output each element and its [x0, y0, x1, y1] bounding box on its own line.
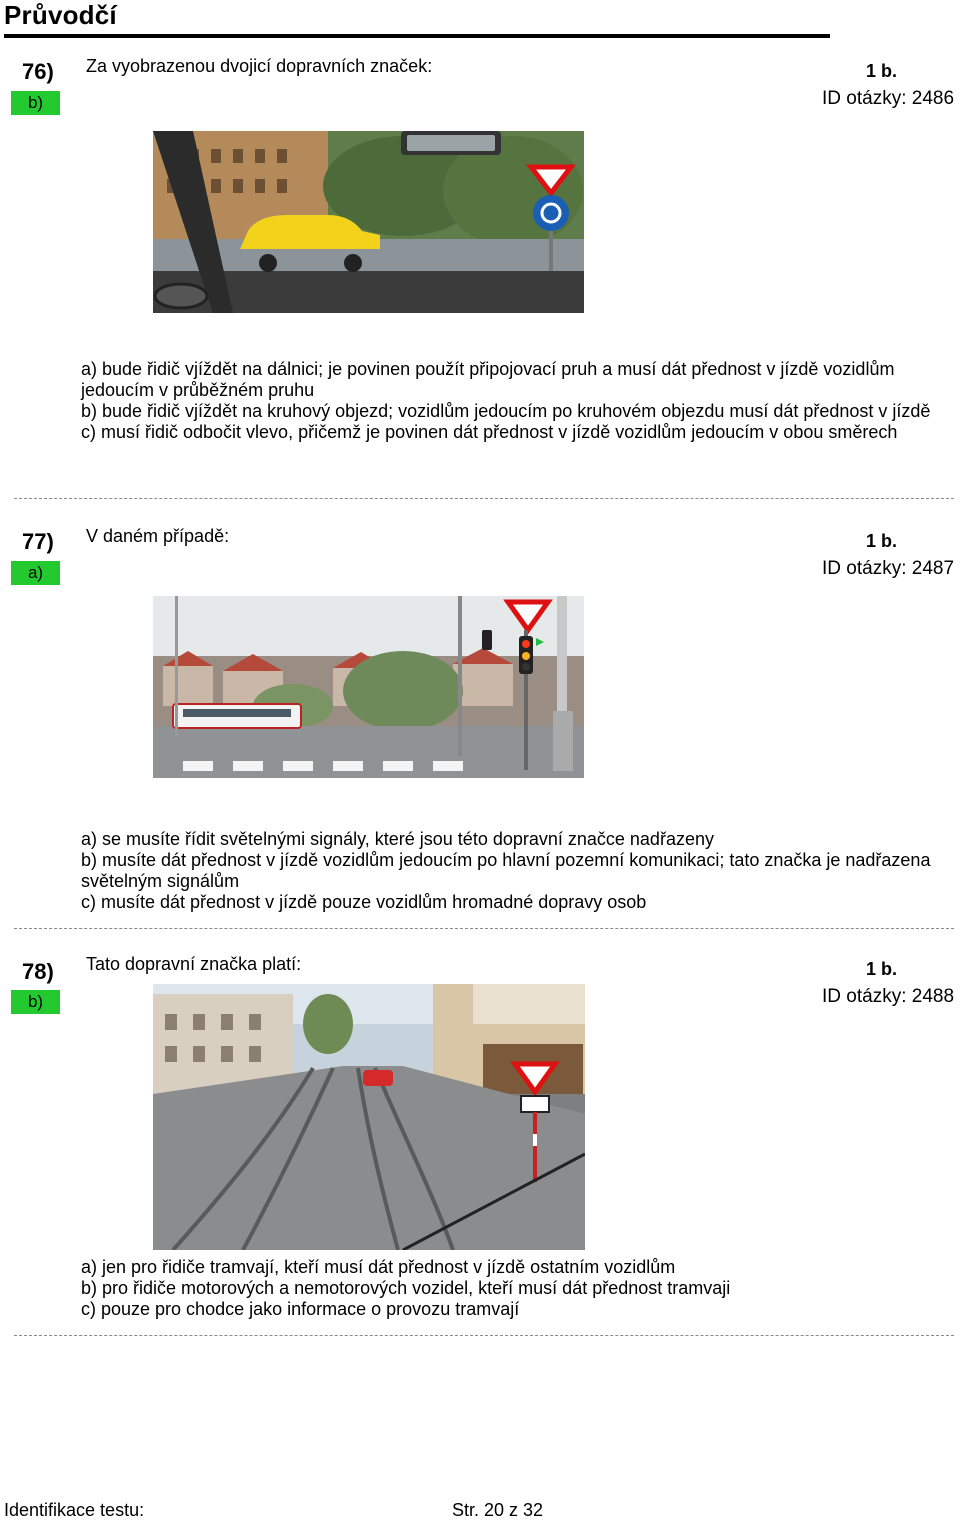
- footer-page-number: Str. 20 z 32: [452, 1500, 544, 1520]
- option-c: c) musíte dát přednost v jízdě pouze vozidlům hromadné dopravy osob: [81, 892, 647, 912]
- title-divider: [4, 34, 830, 38]
- option-c: c) musí řidič odbočit vlevo, přičemž je povinen dát přednost v jízdě vozidlům jedoucím v obou směrech: [81, 422, 898, 442]
- question-number: 78): [22, 959, 54, 984]
- question-points: 1 b.: [866, 531, 898, 551]
- question-78: [0, 954, 960, 1334]
- question-separator: [14, 1335, 954, 1336]
- question-text: Tato dopravní značka platí:: [86, 954, 302, 974]
- question-text: Za vyobrazenou dvojicí dopravních značek:: [86, 56, 433, 76]
- question-separator: [14, 928, 954, 929]
- option-b: b) bude řidič vjíždět na kruhový objezd; vozidlům jedoucím po kruhovém objezdu musí dát přednost v jízdě: [81, 401, 931, 421]
- question-points: 1 b.: [866, 61, 898, 81]
- correct-answer-badge: b): [11, 91, 60, 115]
- option-a: a) se musíte řídit světelnými signály, které jsou této dopravní značce nadřazeny: [81, 829, 714, 849]
- question-photo: [153, 131, 584, 313]
- answer-options: [81, 1257, 941, 1320]
- question-77: [0, 526, 960, 926]
- correct-answer-badge: a): [11, 561, 60, 585]
- option-a: a) bude řidič vjíždět na dálnici; je povinen použít připojovací pruh a musí dát přednost v jízdě vozidlům jedoucím v průběžném pruhu: [81, 359, 895, 400]
- option-c: c) pouze pro chodce jako informace o provozu tramvají: [81, 1299, 520, 1319]
- question-separator: [14, 498, 954, 499]
- option-b: b) musíte dát přednost v jízdě vozidlům jedoucím po hlavní pozemní komunikaci; tato značka je nadřazena světelným signálům: [81, 850, 931, 891]
- correct-answer-badge: b): [11, 990, 60, 1014]
- footer-test-id-label: Identifikace testu:: [4, 1500, 145, 1520]
- question-photo: [153, 596, 584, 778]
- roundabout-scene-image: [153, 131, 584, 313]
- answer-options: [81, 359, 941, 443]
- question-76: [0, 56, 960, 496]
- answer-options: [81, 829, 941, 913]
- question-photo: [153, 984, 585, 1250]
- question-id: ID otázky: 2488: [822, 986, 955, 1007]
- question-number: 76): [22, 59, 54, 84]
- question-id: ID otázky: 2486: [822, 88, 955, 109]
- question-number: 77): [22, 529, 54, 554]
- option-a: a) jen pro řidiče tramvají, kteří musí dát přednost v jízdě ostatním vozidlům: [81, 1257, 676, 1277]
- option-b: b) pro řidiče motorových a nemotorových vozidel, kteří musí dát přednost tramvaji: [81, 1278, 731, 1298]
- question-points: 1 b.: [866, 959, 898, 979]
- question-text: V daném případě:: [86, 526, 230, 546]
- page-title: Průvodčí: [4, 0, 117, 30]
- tram-track-scene-image: [153, 984, 585, 1250]
- intersection-scene-image: [153, 596, 584, 778]
- question-id: ID otázky: 2487: [822, 558, 955, 579]
